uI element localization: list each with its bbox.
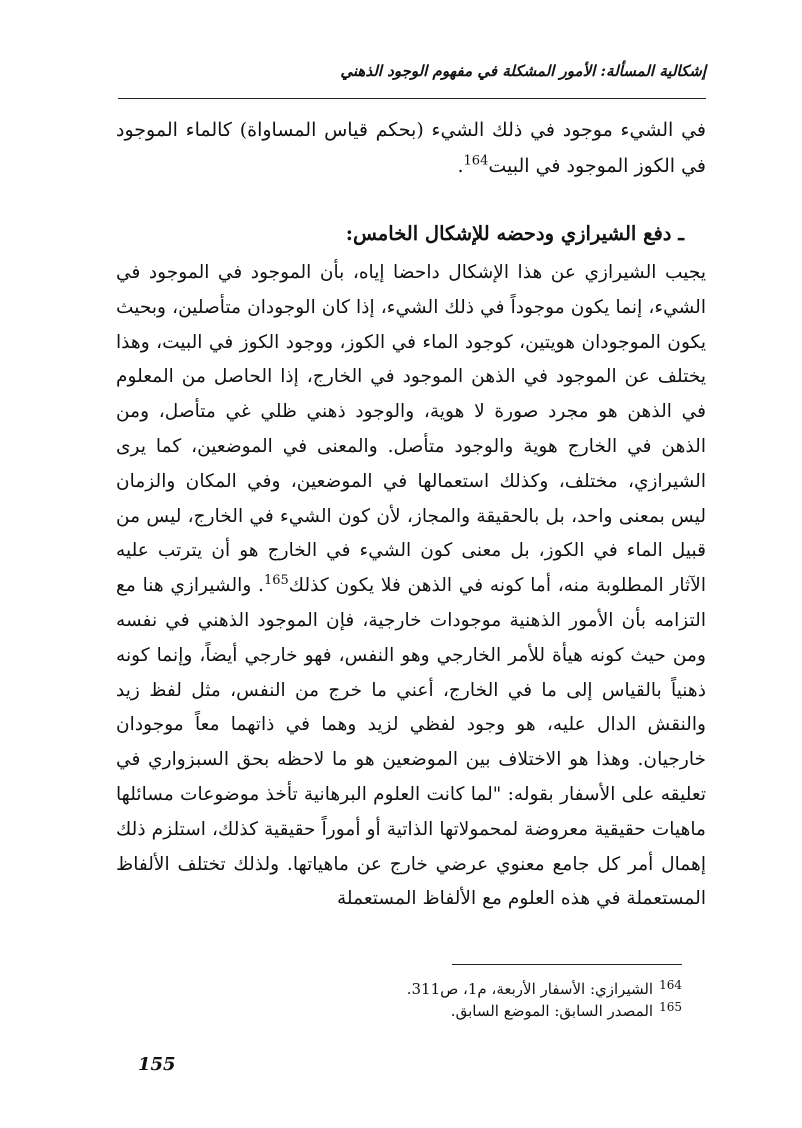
footnote-number: 165 [659,1000,682,1014]
paragraph-end: . [258,575,264,597]
paragraph-continued [116,112,706,184]
footnote-text: الشيرازي: الأسفار الأربعة، م1، ص311. [406,980,654,998]
footnote-ref-164[interactable]: 164 [463,153,489,169]
body-paragraph [116,256,706,917]
footnote-ref-165[interactable]: 165 [263,572,289,588]
section-heading: ـ دفع الشيرازي ودحضه للإشكال الخامس: [345,222,684,245]
footnote-item [262,1000,682,1022]
footnote-item [262,978,682,1000]
footnote-text: المصدر السابق: الموضع السابق. [450,1002,654,1020]
footnote-number: 164 [659,978,682,992]
footnotes [262,978,682,1022]
paragraph-text-part1: يجيب الشيرازي عن هذا الإشكال داحضا إياه، بأن الموجود في الموجود في الشيء، إنما يكون موجوداً في ذلك الشيء، إذا كان الوجودان متأصلين، وبحيث يكون الموجودان هويتين، كوجود الماء في الكوز، ووجود الكوز في البيت، وهذا يختلف عن الموجود في الذهن الموجود في الخارج، إذا الحاصل من المعلوم في الذهن هو مجرد صورة لا هوية، والوجود ذهني ظلي غي متأصل، ومن الذهن في الخارج هوية والوجود متأصل. والمعنى في الموضعين، كما يرى الشيرازي، مختلف، وكذلك استعمالها في الموضعين، وفي المكان والزمان ليس بمعنى واحد، بل بالحقيقة والمجاز، لأن كون الشيء في الخارج، ليس من قبيل الماء في الكوز، بل معنى كون الشيء في الخارج هو أن يترتب عليه الآثار المطلوبة منه، أما كونه في الذهن فلا يكون كذلك [116,262,706,597]
paragraph-end: . [457,155,464,177]
paragraph-text-part2: والشيرازي هنا مع التزامه بأن الأمور الذهنية موجودات خارجية، فإن الموجود الذهني في نفسه ومن حيث كونه هيأة للأمر الخارجي وهو النفس، فهو خارجي أيضاً، وإنما كونه ذهنياً بالقياس إلى ما في الخارج، أعني ما خرج من النفس، مثل لفظ زيد والنقش الدال عليه، هو وجود لفظي لزيد وهما في ذاتهما معاً موجودان خارجيان. وهذا هو الاختلاف بين الموضعين هو ما لاحظه بحق السبزواري في تعليقه على الأسفار بقوله: "لما كانت العلوم البرهانية تأخذ موضوعات مسائلها ماهيات حقيقية معروضة لمحمولاتها الذاتية أو أموراً حقيقية كذلك، استلزم ذلك إهمال أمر كل جامع معنوي عرضي خارج عن ماهياتها. ولذلك تختلف الألفاظ المستعملة في هذه العلوم مع الألفاظ المستعملة [116,575,706,910]
footnote-divider [452,964,682,965]
running-header: إشكالية المسألة: الأمور المشكلة في مفهوم الوجود الذهني [340,62,706,80]
page-number: 155 [138,1054,176,1075]
header-divider [118,98,706,99]
paragraph-text: في الشيء موجود في ذلك الشيء (بحكم قياس المساواة) كالماء الموجود في الكوز الموجود في البيت [116,119,706,177]
